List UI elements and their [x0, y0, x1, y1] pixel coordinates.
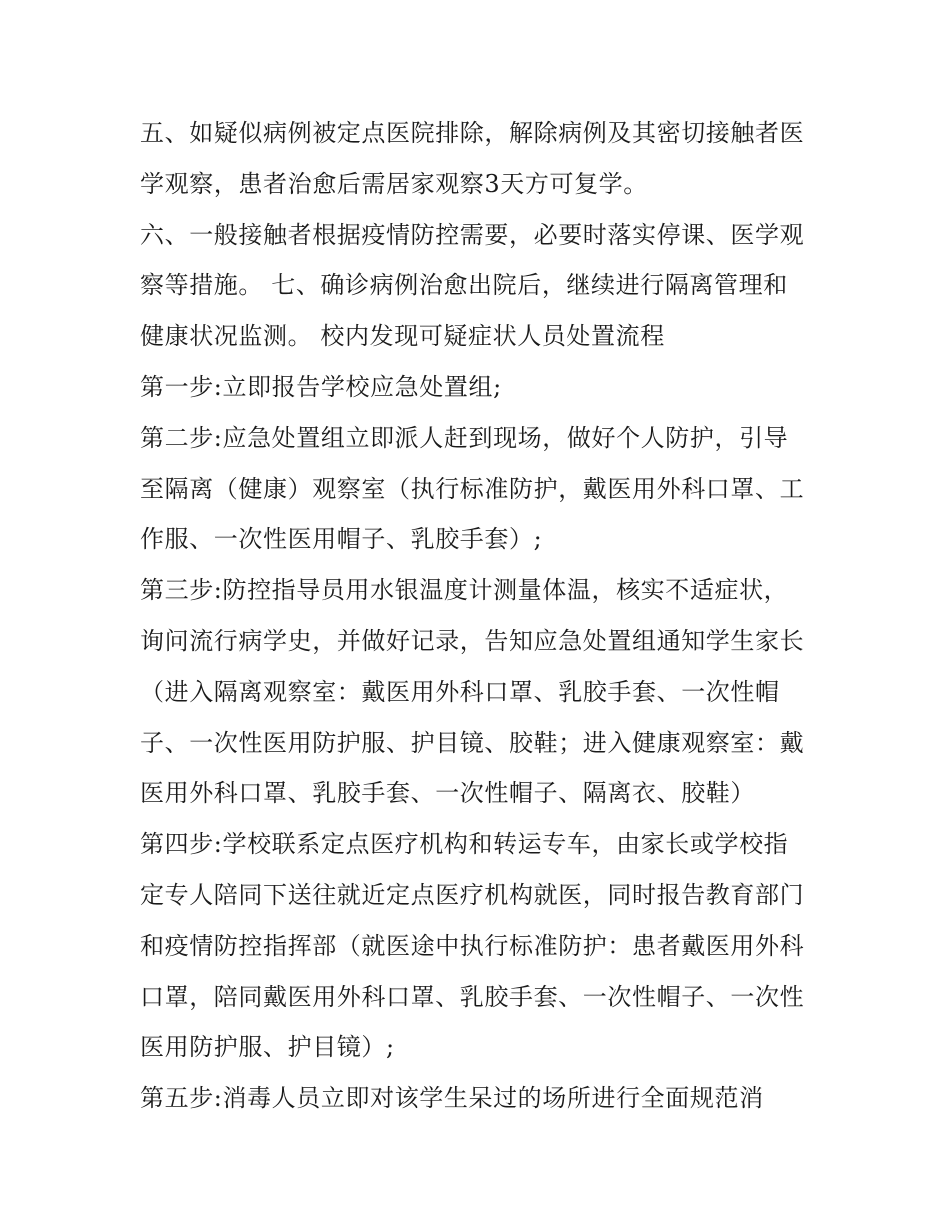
- text-line: 医用防护服、护目镜）;: [140, 1033, 395, 1062]
- text-line: 医用外科口罩、乳胶手套、一次性帽子、隔离衣、胶鞋）: [140, 779, 755, 808]
- text-line: 定专人陪同下送往就近定点医疗机构就医，同时报告教育部门: [140, 880, 805, 909]
- step-three-line: 第三步:防控指导员用水银温度计测量体温，核实不适症状，: [140, 576, 789, 605]
- text-line: 五、如疑似病例被定点医院排除，解除病例及其密切接触者医: [140, 119, 805, 147]
- text-line: 至隔离（健康）观察室（执行标准防护，戴医用外科口罩、工: [140, 474, 805, 503]
- text-line: 健康状况监测。 校内发现可疑症状人员处置流程: [140, 322, 665, 351]
- text-line: 察等措施。 七、确诊病例治愈出院后，继续进行隔离管理和: [140, 271, 788, 300]
- step-two-line: 第二步:应急处置组立即派人赶到现场，做好个人防护，引导: [140, 423, 789, 452]
- document-body: [140, 108, 820, 1124]
- text-line: 作服、一次性医用帽子、乳胶手套）;: [140, 525, 543, 554]
- text-line: （进入隔离观察室：戴医用外科口罩、乳胶手套、一次性帽: [140, 677, 780, 706]
- text-line: 学观察，患者治愈后需居家观察3天方可复学。: [140, 169, 648, 198]
- text-line: 询问流行病学史，并做好记录，告知应急处置组通知学生家长: [140, 626, 805, 655]
- text-line: 口罩，陪同戴医用外科口罩、乳胶手套、一次性帽子、一次性: [140, 982, 805, 1011]
- step-four-line: 第四步:学校联系定点医疗机构和转运专车，由家长或学校指: [140, 830, 789, 859]
- text-line: 子、一次性医用防护服、护目镜、胶鞋；进入健康观察室：戴: [140, 728, 805, 757]
- text-line: 和疫情防控指挥部（就医途中执行标准防护：患者戴医用外科: [140, 931, 805, 960]
- step-one-line: 第一步:立即报告学校应急处置组;: [140, 372, 502, 401]
- text-line: 六、一般接触者根据疫情防控需要，必要时落实停课、医学观: [140, 220, 805, 249]
- step-five-line: 第五步:消毒人员立即对该学生呆过的场所进行全面规范消: [140, 1084, 764, 1113]
